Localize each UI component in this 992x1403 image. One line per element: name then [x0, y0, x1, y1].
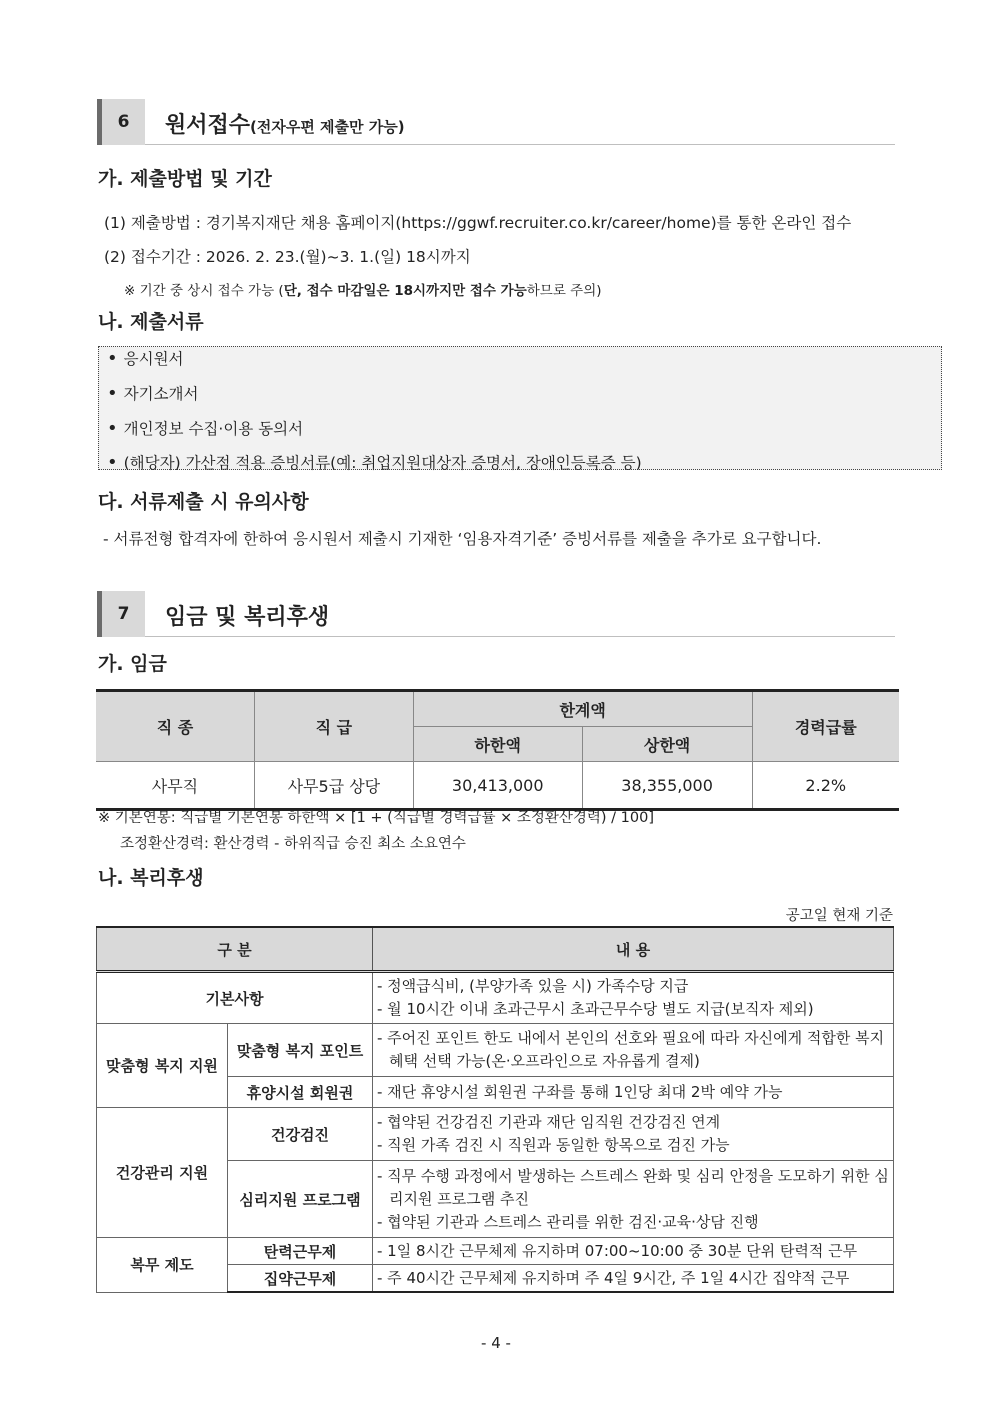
subcategory-psych: 심리지원 프로그램	[228, 1161, 373, 1238]
subheading: 나. 복리후생	[98, 867, 204, 889]
content-flex: - 1일 8시간 근무체제 유지하며 07:00~10:00 중 30분 단위 탄력적 근무	[373, 1238, 894, 1265]
header-job: 직 종	[96, 691, 254, 762]
category-work: 복무 제도	[97, 1238, 228, 1293]
caution-text: - 서류전형 합격자에 한하여 응시원서 제출시 기재한 ‘임용자격기준’ 증빙서류를 제출을 추가로 요구합니다.	[103, 530, 822, 548]
section-number: 7	[97, 591, 145, 637]
list-item: • 개인정보 수집·이용 동의서	[107, 417, 303, 439]
content-resort: - 재단 휴양시설 회원권 구좌를 통해 1인당 최대 2박 예약 가능	[373, 1077, 894, 1108]
subcategory-compressed: 집약근무제	[228, 1265, 373, 1293]
cell-upper: 38,355,000	[582, 762, 752, 810]
content-point: - 주어진 포인트 한도 내에서 본인의 선호와 필요에 따라 자신에게 적합한 복지 혜택 선택 가능(온·오프라인으로 자유롭게 결제)	[373, 1024, 894, 1077]
section-title: 임금 및 복리후생	[165, 605, 330, 630]
subheading: 다. 서류제출 시 유의사항	[98, 491, 309, 513]
header-rate: 경력급률	[752, 691, 899, 762]
period-note: ※ 기간 중 상시 접수 가능 (단, 접수 마감일은 18시까지만 접수 가능하므로 주의)	[124, 283, 602, 299]
section-number: 6	[97, 99, 145, 145]
list-item: • (해당자) 가산점 적용 증빙서류(예: 취업지원대상자 증명서, 장애인등록증 등)	[107, 451, 642, 473]
header-category: 구 분	[97, 927, 373, 972]
subcategory-flex: 탄력근무제	[228, 1238, 373, 1265]
section-title: 원서접수(전자우편 제출만 가능)	[165, 113, 405, 138]
content-psych: - 직무 수행 과정에서 발생하는 스트레스 완화 및 심리 안정을 도모하기 위한 심리지원 프로그램 추진 - 협약된 기관과 스트레스 관리를 위한 검진·교육·상담 진행	[373, 1161, 894, 1238]
submission-method: (1) 제출방법 : 경기복지재단 채용 홈페이지(https://ggwf.recruiter.co.kr/career/home)를 통한 온라인 접수	[104, 214, 852, 232]
cell-rate: 2.2%	[752, 762, 899, 810]
section-6-header	[97, 99, 895, 145]
subcategory-resort: 휴양시설 회원권	[228, 1077, 373, 1108]
list-item: • 자기소개서	[107, 382, 199, 404]
subcategory-checkup: 건강검진	[228, 1108, 373, 1161]
divider	[145, 636, 895, 637]
wage-table	[96, 689, 899, 811]
category-basic: 기본사항	[97, 972, 373, 1024]
wage-note: ※ 기본연봉: 직급별 기본연봉 하한액 × [1 + (직급별 경력급률 × 조정환산경력) / 100]	[98, 810, 655, 826]
subheading: 가. 제출방법 및 기간	[98, 168, 272, 190]
header-lower: 하한액	[413, 727, 582, 762]
basis-date-note: 공고일 현재 기준	[785, 908, 893, 924]
subheading: 가. 임금	[98, 653, 167, 675]
cell-grade: 사무5급 상당	[254, 762, 413, 810]
cell-lower: 30,413,000	[413, 762, 582, 810]
content-basic: - 정액급식비, (부양가족 있을 시) 가족수당 지급 - 월 10시간 이내 초과근무시 초과근무수당 별도 지급(보직자 제외)	[373, 972, 894, 1024]
header-limit: 한계액	[413, 691, 752, 727]
category-custom: 맞춤형 복지 지원	[97, 1024, 228, 1108]
divider	[145, 144, 895, 145]
submission-period: (2) 접수기간 : 2026. 2. 23.(월)~3. 1.(일) 18시까지	[104, 248, 471, 266]
header-upper: 상한액	[582, 727, 752, 762]
header-content: 내 용	[373, 927, 894, 972]
content-checkup: - 협약된 건강검진 기관과 재단 임직원 건강검진 연계 - 직원 가족 검진 시 직원과 동일한 항목으로 검진 가능	[373, 1108, 894, 1161]
subheading: 나. 제출서류	[98, 311, 204, 333]
header-grade: 직 급	[254, 691, 413, 762]
subcategory-point: 맞춤형 복지 포인트	[228, 1024, 373, 1077]
section-7-header	[97, 591, 895, 637]
benefit-table	[96, 926, 894, 1293]
list-item: • 응시원서	[107, 347, 184, 369]
cell-job: 사무직	[96, 762, 254, 810]
wage-note: 조정환산경력: 환산경력 - 하위직급 승진 최소 소요연수	[120, 836, 466, 852]
content-compressed: - 주 40시간 근무체제 유지하며 주 4일 9시간, 주 1일 4시간 집약적 근무	[373, 1265, 894, 1293]
category-health: 건강관리 지원	[97, 1108, 228, 1238]
page-number: - 4 -	[481, 1334, 511, 1352]
documents-box	[98, 346, 942, 470]
